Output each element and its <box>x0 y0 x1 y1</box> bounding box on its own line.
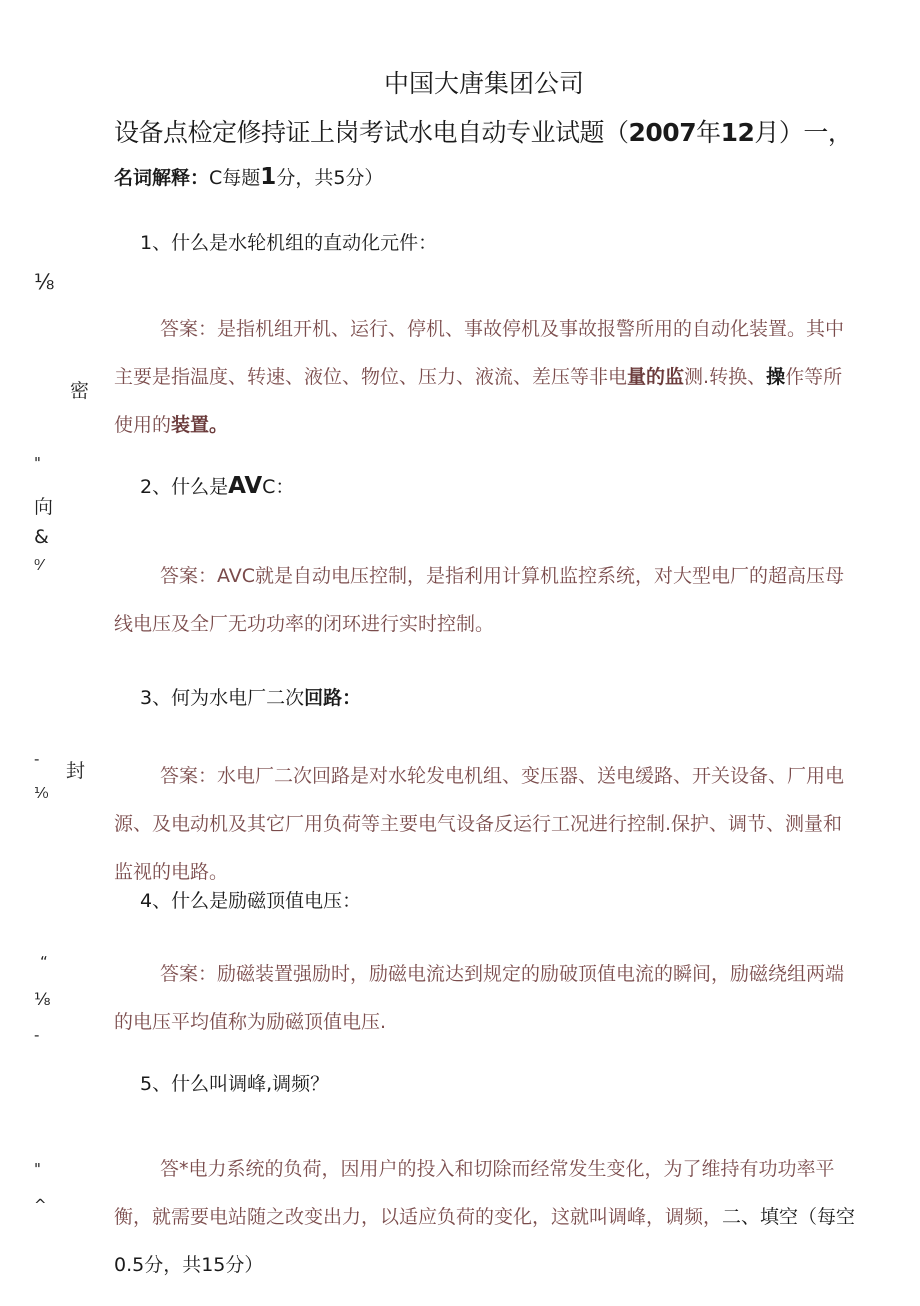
answer-2: 答案：AVC就是自动电压控制，是指利用计算机监控系统，对大型电厂的超高压母线电压及全厂无功功率的闭环进行实时控制。 <box>114 565 845 635</box>
margin-mark: " <box>34 454 41 472</box>
question-5: 5、什么叫调峰,调频？ <box>140 1073 330 1095</box>
question-2 <box>140 472 294 499</box>
answer-4: 答案：励磁装置强励时，励磁电流达到规定的励破顶值电流的瞬间，励磁绕组两端的电压平均值称为励磁顶值电压. <box>114 963 845 1033</box>
answer-1-text-e: 作等所使用的 <box>114 366 843 436</box>
answer-1-text-a: 答案：是指机组开机、运行、停机、事故停机及事故报警所用的自动化装置。其中主要是指温度、转速、液位、物位、压力、液流、差压等非电 <box>114 318 845 388</box>
section-heading <box>114 163 383 190</box>
subtitle-text-c: 月）一， <box>754 118 853 147</box>
document-subtitle <box>114 113 852 149</box>
margin-mark: “ <box>40 953 48 971</box>
section-label: 名词解释： <box>114 167 210 189</box>
question-3-text-a: 3、何为水电厂二次 <box>140 687 305 709</box>
margin-mark: & <box>34 526 49 548</box>
question-2-text-b: AV <box>228 473 263 499</box>
section-rule-a: C每题 <box>209 167 261 189</box>
margin-mark-seal: 密 <box>70 380 90 402</box>
question-1: 1、什么是水轮机组的直动化元件： <box>140 232 438 254</box>
answer-1-text-b: 量的监 <box>627 366 685 388</box>
subtitle-text-a: 设备点检定修持证上岗考试水电自动专业试题（ <box>114 118 629 147</box>
answer-3: 答案：水电厂二次回路是对水轮发电机组、变压器、送电缓路、开关设备、厂用电源、及电动机及其它厂用负荷等主要电气设备反运行工况进行控制.保护、调节、测量和监视的电路。 <box>114 765 845 883</box>
section-rule-points: 1 <box>260 164 277 190</box>
answer-5-text-a: 答*电力系统的负荷，因用户的投入和切除而经常发生变化，为了维持有功功率平衡，就需要电站随之改变出力，以适应负荷的变化，这就叫调峰，调频， <box>114 1158 835 1228</box>
subtitle-month: 12 <box>720 118 755 147</box>
answer-1-text-f: 装置。 <box>171 414 229 436</box>
question-3-text-b: 回路： <box>304 687 362 709</box>
section-rule-b: 分，共5分） <box>276 167 384 189</box>
answer-1 <box>114 305 858 449</box>
document-title: 中国大唐集团公司 <box>383 69 584 98</box>
next-section-heading: 二、填空（每空0.5分，共15分） <box>114 1206 856 1276</box>
margin-mark: ⁰⁄ <box>34 556 43 574</box>
question-3 <box>140 683 361 710</box>
margin-mark: ^ <box>34 1196 47 1214</box>
subtitle-text-b: 年 <box>696 118 721 147</box>
subtitle-year: 2007 <box>628 118 697 147</box>
answer-1-text-c: 测.转换、 <box>684 366 767 388</box>
answer-1-text-d: 操 <box>766 366 786 388</box>
margin-mark: - <box>34 1026 40 1044</box>
margin-mark-seal: 封 <box>66 760 86 782</box>
margin-mark: ⅛ <box>34 990 51 1010</box>
question-2-text-a: 2、什么是 <box>140 476 229 498</box>
margin-mark: ⅛ <box>34 270 55 294</box>
answer-5 <box>114 1145 858 1289</box>
margin-mark: ⅟₀ <box>34 784 49 802</box>
margin-mark: " <box>34 1160 41 1178</box>
margin-mark: - <box>34 750 40 768</box>
question-4: 4、什么是励磁顶值电压： <box>140 890 362 912</box>
question-2-text-c: C： <box>262 476 295 498</box>
margin-mark: 向 <box>34 496 54 518</box>
